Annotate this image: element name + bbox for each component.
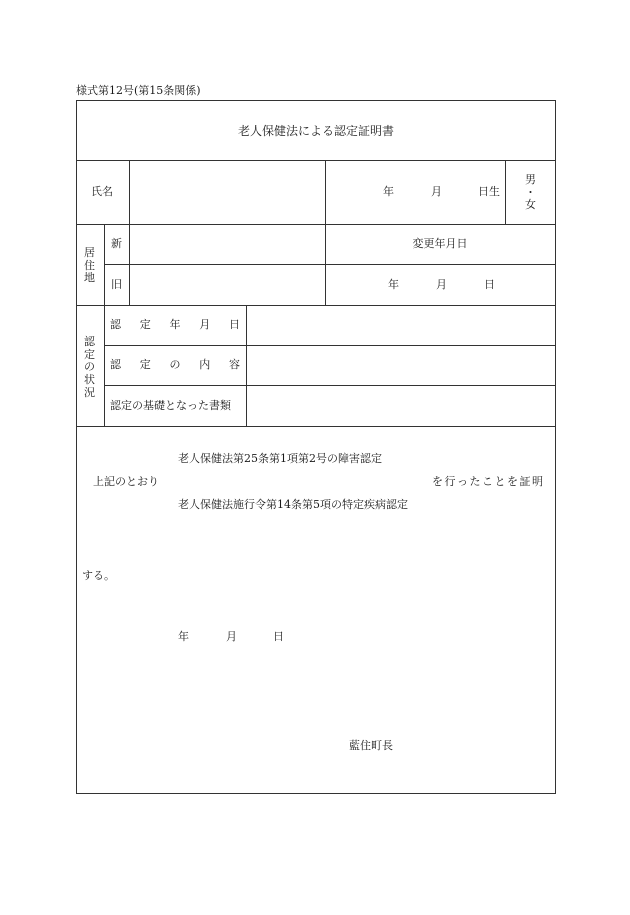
divider-new-old-label <box>129 224 130 305</box>
divider-sex-column <box>505 160 506 224</box>
divider-residence <box>76 305 556 306</box>
issue-year-label: 年 <box>178 630 189 643</box>
form-label: 様式第12号(第15条関係) <box>76 84 201 97</box>
border-left <box>76 100 77 794</box>
residence-new-label: 新 <box>111 237 122 250</box>
change-day-label: 日 <box>484 278 495 291</box>
certification-prefix: 上記のとおり <box>93 475 159 488</box>
border-bottom <box>76 793 556 794</box>
sex-male: 男 <box>525 173 536 186</box>
divider-status <box>76 426 556 427</box>
birth-day-label: 日生 <box>478 185 500 198</box>
divider-name-label <box>129 160 130 224</box>
certification-suffix: を行ったことを証明 <box>432 475 545 488</box>
border-top <box>76 100 556 101</box>
residence-old-label: 旧 <box>111 278 122 291</box>
sex-separator: ・ <box>525 185 536 199</box>
basis-documents-label: 認定の基礎となった書類 <box>110 399 231 412</box>
issuer-name: 藍住町長 <box>349 739 393 752</box>
divider-status-label <box>246 305 247 426</box>
document-title: 老人保健法による認定証明書 <box>237 124 394 138</box>
certification-option-disease: 老人保健法施行令第14条第5項の特定疾病認定 <box>178 498 408 511</box>
sex-options <box>525 174 536 212</box>
birth-month-label: 月 <box>431 185 442 198</box>
change-month-label: 月 <box>436 278 447 291</box>
divider-status-2 <box>104 385 556 386</box>
certification-ending: する。 <box>82 569 115 582</box>
issue-month-label: 月 <box>226 630 237 643</box>
sex-female: 女 <box>525 198 536 212</box>
divider-title <box>76 160 556 161</box>
certification-option-disability: 老人保健法第25条第1項第2号の障害認定 <box>178 452 382 465</box>
status-label: 認 定 の 状 況 <box>84 335 95 399</box>
change-date-label: 変更年月日 <box>412 237 468 250</box>
divider-section-label <box>104 224 105 426</box>
divider-residence-mid <box>104 264 556 265</box>
divider-status-1 <box>104 345 556 346</box>
divider-name <box>76 224 556 225</box>
residence-label: 居 住 地 <box>84 246 95 285</box>
change-year-label: 年 <box>388 278 399 291</box>
birth-year-label: 年 <box>383 185 394 198</box>
issue-day-label: 日 <box>273 630 284 643</box>
certification-content-label: 認 定 の 内 容 <box>110 358 240 371</box>
border-right <box>555 100 556 794</box>
certification-date-label: 認 定 年 月 日 <box>110 318 240 331</box>
divider-date-column <box>325 160 326 305</box>
name-label: 氏名 <box>91 185 113 198</box>
